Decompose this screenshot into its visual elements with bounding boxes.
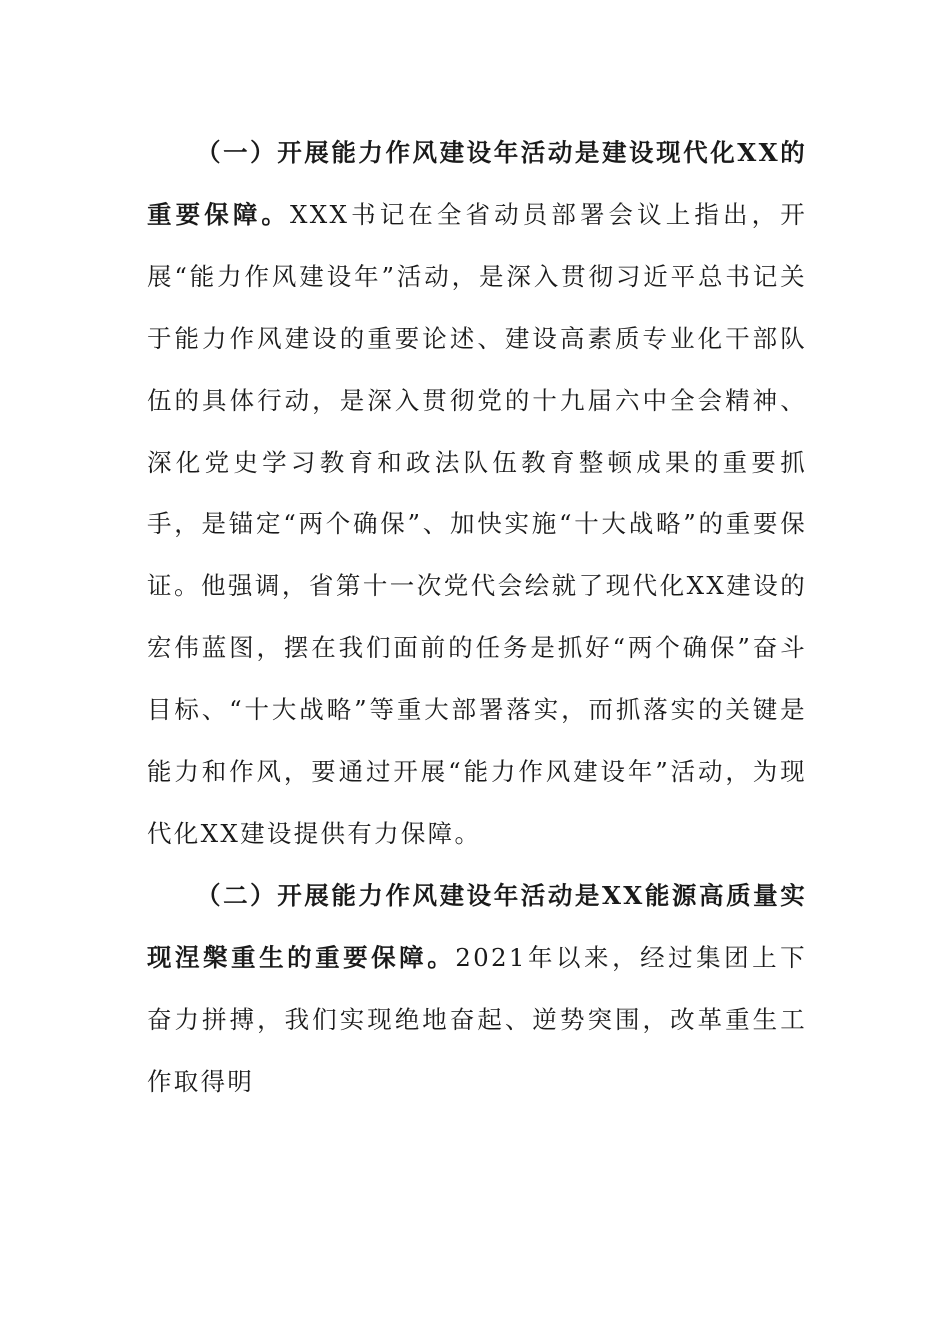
paragraph-1: [147, 122, 807, 865]
paragraph-2: [147, 865, 807, 1113]
paragraph-2-text: 2021年以来，经过集团上下奋力拼搏，我们实现绝地奋起、逆势突围，改革重生工作取得明: [147, 942, 807, 1096]
paragraph-1-heading: （一）开展能力作风建设年活动是建设现代化XX的重要保障。: [147, 138, 807, 229]
paragraph-2-heading: （二）开展能力作风建设年活动是XX能源高质量实现涅槃重生的重要保障。: [147, 880, 807, 972]
document-body: [147, 122, 807, 1113]
paragraph-1-text: XXX书记在全省动员部署会议上指出，开展“能力作风建设年”活动，是深入贯彻习近平总书记关于能力作风建设的重要论述、建设高素质专业化干部队伍的具体行动，是深入贯彻党的十九届六中全会精神、深化党史学习教育和政法队伍教育整顿成果的重要抓手，是锚定“两个确保”、加快实施“十大战略”的重要保证。他强调，省第十一次党代会绘就了现代化XX建设的宏伟蓝图，摆在我们面前的任务是抓好“两个确保”奋斗目标、“十大战略”等重大部署落实，而抓落实的关键是能力和作风，要通过开展“能力作风建设年”活动，为现代化XX建设提供有力保障。: [147, 199, 807, 848]
